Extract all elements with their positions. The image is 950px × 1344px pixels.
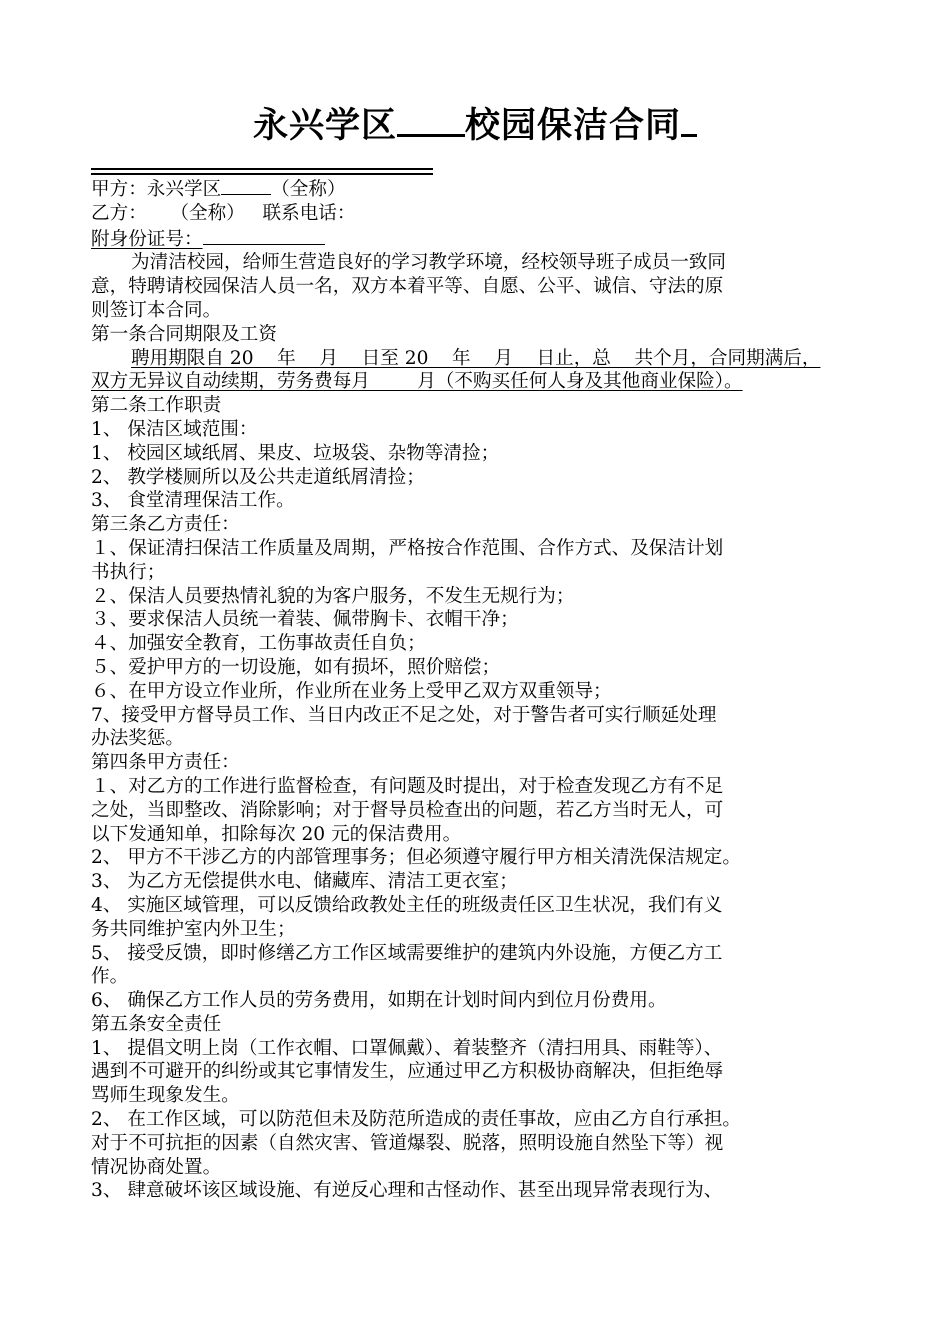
- title-part-b: 校园保洁合同: [465, 106, 682, 146]
- section-1-title: 第一条合同期限及工资: [91, 323, 277, 345]
- section-5-line-3: 骂师生现象发生。: [91, 1085, 240, 1107]
- section-4-line-4: 2、 甲方不干涉乙方的内部管理事务；但必须遵守履行甲方相关清洗保洁规定。: [91, 847, 741, 869]
- section-3-line-2: 书执行；: [91, 561, 166, 583]
- header-rule-top: [91, 168, 433, 170]
- section-3-line-1: １、保证清扫保洁工作质量及周期，严格按合作范围、合作方式、及保洁计划: [91, 537, 724, 559]
- section-4-line-10: 6、 确保乙方工作人员的劳务费用，如期在计划时间内到位月份费用。: [91, 990, 667, 1012]
- document-title: [0, 100, 950, 152]
- section-1-line-2: 双方无异议自动续期，劳务费每月 月（不购买任何人身及其他商业保险）。: [91, 371, 743, 393]
- section-5-line-1: 1、 提倡文明上岗（工作衣帽、口罩佩戴）、着装整齐（清扫用具、雨鞋等）、: [91, 1037, 723, 1059]
- section-3-line-7: ６、在甲方设立作业所，作业所在业务上受甲乙双方双重领导；: [91, 680, 612, 702]
- section-1-line-1: 聘用期限自 20 年 月 日至 20 年 月 日止，总 共个月，合同期满后，: [131, 347, 821, 369]
- section-5-line-7: 3、 肆意破坏该区域设施、有逆反心理和古怪动作、甚至出现异常表现行为、: [91, 1180, 723, 1202]
- section-5-line-2: 遇到不可避开的纠纷或其它事情发生，应通过甲乙方积极协商解决，但拒绝辱: [91, 1061, 724, 1083]
- party-a-line: 甲方：永兴学区 （全称）: [91, 176, 871, 202]
- section-5-line-6: 情况协商处置。: [91, 1156, 222, 1178]
- section-4-line-3: 以下发通知单，扣除每次 20 元的保洁费用。: [91, 823, 462, 845]
- party-b-line: 乙方： （全称） 联系电话：: [91, 202, 356, 224]
- section-3-line-5: ４、加强安全教育，工伤事故责任自负；: [91, 633, 426, 655]
- section-4-line-9: 作。: [91, 966, 129, 988]
- section-2-line-1: 1、 保洁区域范围：: [91, 418, 258, 440]
- section-4-line-6: 4、 实施区域管理，可以反馈给政教处主任的班级责任区卫生状况，我们有义: [91, 894, 723, 916]
- section-5-title: 第五条安全责任: [91, 1013, 222, 1035]
- id-line: 附身份证号：: [91, 226, 871, 252]
- section-4-line-1: １、对乙方的工作进行监督检查，有问题及时提出，对于检查发现乙方有不足: [91, 775, 724, 797]
- intro-line-2: 意，特聘请校园保洁人员一名，双方本着平等、自愿、公平、诚信、守法的原: [91, 276, 724, 298]
- section-2-line-3: 2、 教学楼厕所以及公共走道纸屑清捡；: [91, 466, 425, 488]
- contract-body: [91, 176, 871, 1203]
- section-3-line-9: 办法奖惩。: [91, 728, 184, 750]
- section-4-title: 第四条甲方责任：: [91, 752, 240, 774]
- section-5-line-5: 对于不可抗拒的因素（自然灾害、管道爆裂、脱落，照明设施自然坠下等）视: [91, 1132, 724, 1154]
- intro-line-1: 为清洁校园，给师生营造良好的学习教学环境，经校领导班子成员一致同: [131, 252, 727, 274]
- title-blank: [397, 102, 465, 137]
- id-blank: [203, 226, 325, 245]
- title-tail-underline: [681, 102, 697, 137]
- section-2-line-2: 1、 校园区域纸屑、果皮、垃圾袋、杂物等清捡；: [91, 442, 500, 464]
- section-3-line-6: ５、爱护甲方的一切设施，如有损坏，照价赔偿；: [91, 656, 501, 678]
- section-3-line-8: 7、接受甲方督导员工作、当日内改正不足之处，对于警告者可实行顺延处理: [91, 704, 717, 726]
- section-2-title: 第二条工作职责: [91, 395, 222, 417]
- title-part-a: 永兴学区: [252, 106, 397, 146]
- section-3-line-4: ３、要求保洁人员统一着装、佩带胸卡、衣帽干净；: [91, 609, 519, 631]
- section-4-line-8: 5、 接受反馈，即时修缮乙方工作区域需要维护的建筑内外设施，方便乙方工: [91, 942, 723, 964]
- section-2-line-4: 3、 食堂清理保洁工作。: [91, 490, 295, 512]
- section-3-title: 第三条乙方责任：: [91, 514, 240, 536]
- intro-line-3: 则签订本合同。: [91, 299, 222, 321]
- section-4-line-7: 务共同维护室内外卫生；: [91, 918, 296, 940]
- section-5-line-4: 2、 在工作区域，可以防范但未及防范所造成的责任事故，应由乙方自行承担。: [91, 1109, 741, 1131]
- section-3-line-3: ２、保洁人员要热情礼貌的为客户服务，不发生无规行为；: [91, 585, 575, 607]
- header-rule-bottom: [91, 173, 433, 175]
- section-4-line-2: 之处，当即整改、消除影响；对于督导员检查出的问题，若乙方当时无人，可: [91, 799, 724, 821]
- party-a-blank: [221, 176, 271, 195]
- section-4-line-5: 3、 为乙方无偿提供水电、储藏库、清洁工更衣室；: [91, 871, 518, 893]
